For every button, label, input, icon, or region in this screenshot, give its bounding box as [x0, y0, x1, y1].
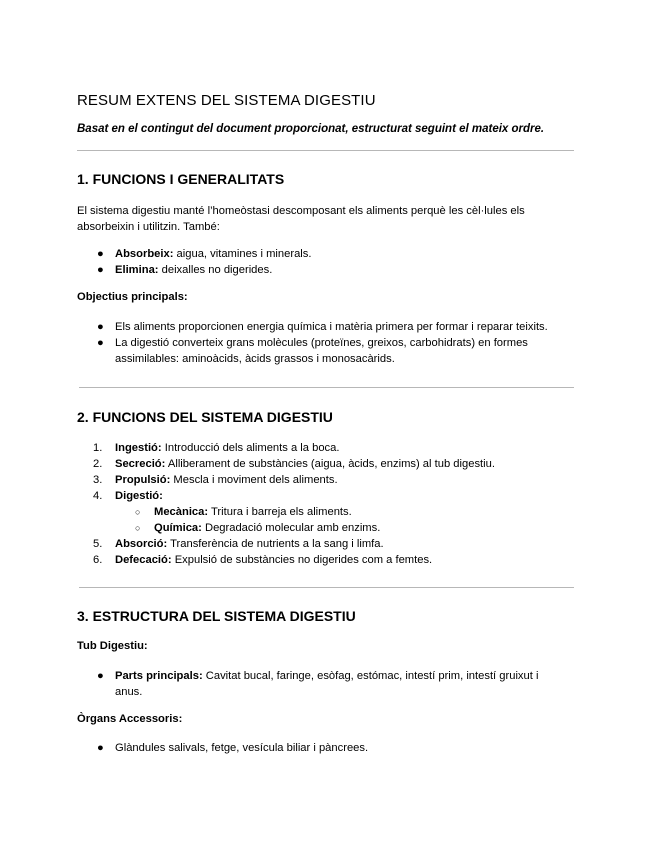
bullet-icon: ●	[97, 670, 104, 682]
sub-item-term: Química:	[154, 522, 202, 534]
objective-text: La digestió converteix grans molècules (proteïnes, greixos, carbohidrats) en formes	[115, 337, 528, 349]
bullet-icon: ●	[97, 321, 104, 333]
objectives-list	[77, 319, 577, 367]
document-subtitle: Basat en el contingut del document proporcionat, estructurat seguint el mateix ordre.	[77, 123, 545, 135]
bullet-term: Elimina:	[115, 264, 159, 276]
item-number: 5.	[93, 538, 103, 550]
accessory-label: Òrgans Accessoris:	[77, 713, 183, 725]
tube-label: Tub Digestiu:	[77, 640, 148, 652]
list-item	[77, 262, 577, 278]
item-text: Transferència de nutrients a la sang i limfa.	[167, 538, 384, 550]
item-number: 3.	[93, 474, 103, 486]
bullet-icon: ●	[97, 337, 104, 349]
list-item	[77, 740, 577, 756]
item-term: Propulsió:	[115, 474, 171, 486]
item-term: Absorció:	[115, 538, 168, 550]
list-item	[77, 456, 577, 472]
bullet-text: Cavitat bucal, faringe, esòfag, estómac, intestí prim, intestí gruixut i	[202, 670, 539, 682]
list-item	[77, 246, 577, 262]
bullet-icon: ●	[97, 264, 104, 276]
bullet-icon: ●	[97, 742, 104, 754]
bullet-text: Glàndules salivals, fetge, vesícula biliar i pàncrees.	[115, 742, 369, 754]
intro-line-2: absorbeixin i utilitzin. També:	[77, 221, 220, 233]
sub-bullet-icon: ○	[135, 523, 141, 533]
list-item	[77, 504, 577, 520]
list-item	[77, 472, 577, 488]
digestion-sublist	[77, 504, 577, 536]
sub-item-term: Mecànica:	[154, 506, 209, 518]
sub-item-text: Tritura i barreja els aliments.	[208, 506, 352, 518]
item-number: 4.	[93, 490, 103, 502]
section-3-heading: 3. ESTRUCTURA DEL SISTEMA DIGESTIU	[77, 608, 356, 624]
bullet-text-continued: anus.	[115, 686, 143, 698]
list-item	[77, 319, 577, 335]
bullet-icon: ●	[97, 248, 104, 260]
section-1-intro	[77, 203, 577, 235]
objective-text-continued: assimilables: aminoàcids, àcids grassos i monosacàrids.	[115, 353, 395, 365]
tube-list	[77, 668, 577, 700]
objective-text: Els aliments proporcionen energia química i matèria primera per formar i reparar teixits.	[115, 321, 548, 333]
bullet-term: Parts principals:	[115, 670, 203, 682]
divider	[77, 150, 574, 151]
bullet-text: aigua, vitamines i minerals.	[173, 248, 312, 260]
bullet-term: Absorbeix:	[115, 248, 174, 260]
list-item	[77, 668, 577, 700]
divider	[79, 387, 574, 388]
list-item	[77, 440, 577, 456]
item-number: 1.	[93, 442, 103, 454]
sub-item-text: Degradació molecular amb enzims.	[201, 522, 381, 534]
item-text: Introducció dels aliments a la boca.	[161, 442, 340, 454]
section-1-heading: 1. FUNCIONS I GENERALITATS	[77, 171, 285, 187]
document-title: RESUM EXTENS DEL SISTEMA DIGESTIU	[77, 92, 376, 109]
item-number: 6.	[93, 554, 103, 566]
list-item	[77, 520, 577, 536]
item-text: Expulsió de substàncies no digerides com a femtes.	[171, 554, 433, 566]
item-term: Secreció:	[115, 458, 166, 470]
intro-line-1: El sistema digestiu manté l’homeòstasi descomposant els aliments perquè les cèl·lules els	[77, 205, 525, 217]
list-item	[77, 536, 577, 552]
item-term: Digestió:	[115, 490, 163, 502]
list-item	[77, 488, 577, 536]
section-1-bullets	[77, 246, 577, 278]
sub-bullet-icon: ○	[135, 507, 141, 517]
accessory-list	[77, 740, 577, 756]
item-text: Mescla i moviment dels aliments.	[170, 474, 338, 486]
bullet-text: deixalles no digerides.	[158, 264, 273, 276]
divider	[79, 587, 574, 588]
list-item	[77, 335, 577, 367]
item-text: Alliberament de substàncies (aigua, àcids, enzims) al tub digestiu.	[165, 458, 495, 470]
item-number: 2.	[93, 458, 103, 470]
item-term: Defecació:	[115, 554, 172, 566]
item-term: Ingestió:	[115, 442, 162, 454]
functions-list	[77, 440, 577, 568]
list-item	[77, 552, 577, 568]
objectives-label: Objectius principals:	[77, 291, 188, 303]
section-2-heading: 2. FUNCIONS DEL SISTEMA DIGESTIU	[77, 409, 333, 425]
